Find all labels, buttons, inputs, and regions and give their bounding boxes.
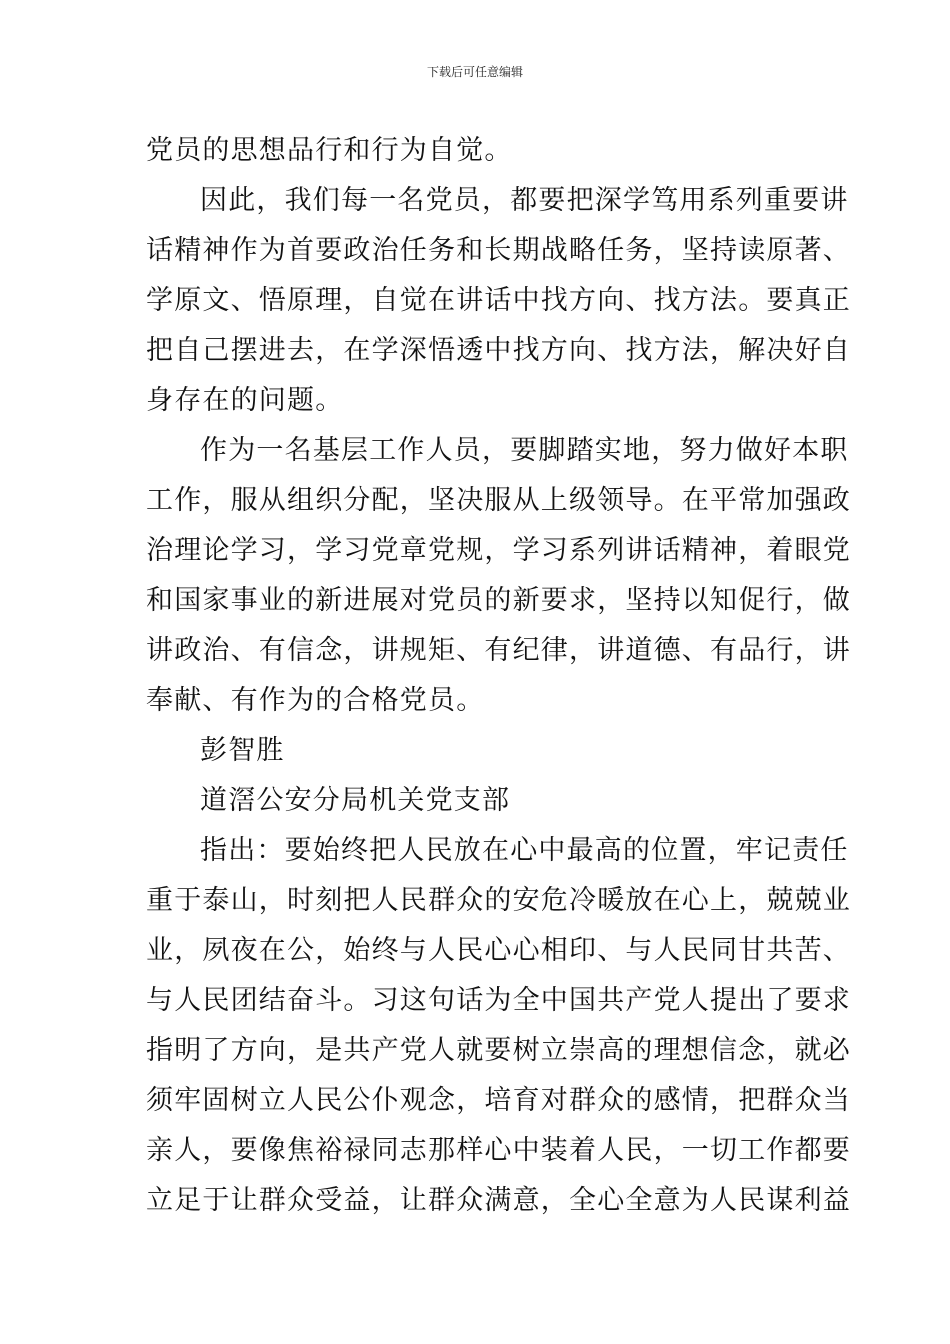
text-line: 重于泰山，时刻把人民群众的安危冷暖放在心上，兢兢业 <box>146 885 851 916</box>
text-line: 因此，我们每一名党员，都要把深学笃用系列重要讲 <box>200 185 849 216</box>
document-body <box>146 126 851 1226</box>
text-line: 道滘公安分局机关党支部 <box>200 785 511 816</box>
organization-name <box>146 776 810 826</box>
text-line: 学原文、悟原理，自觉在讲话中找方向、找方法。要真正 <box>146 285 851 316</box>
page-header: 下载后可任意编辑 <box>426 65 523 79</box>
author-name <box>146 726 810 776</box>
paragraph-2 <box>146 176 851 426</box>
text-line: 把自己摆进去，在学深悟透中找方向、找方法，解决好自 <box>146 335 851 366</box>
text-line: 党员的思想品行和行为自觉。 <box>146 135 513 166</box>
text-line: 讲政治、有信念，讲规矩、有纪律，讲道德、有品行，讲 <box>146 635 851 666</box>
text-line: 身存在的问题。 <box>146 385 344 416</box>
text-line: 彭智胜 <box>200 735 285 766</box>
text-line: 指明了方向，是共产党人就要树立崇高的理想信念，就必 <box>146 1035 851 1066</box>
text-line: 和国家事业的新进展对党员的新要求，坚持以知促行，做 <box>146 585 851 616</box>
text-line: 指出：要始终把人民放在心中最高的位置，牢记责任 <box>200 835 849 866</box>
text-line: 工作，服从组织分配，坚决服从上级领导。在平常加强政 <box>146 485 851 516</box>
text-line: 须牢固树立人民公仆观念，培育对群众的感情，把群众当 <box>146 1085 851 1116</box>
text-line: 业，夙夜在公，始终与人民心心相印、与人民同甘共苦、 <box>146 935 851 966</box>
text-line: 立足于让群众受益，让群众满意，全心全意为人民谋利益 <box>146 1185 851 1216</box>
text-line: 亲人，要像焦裕禄同志那样心中装着人民，一切工作都要 <box>146 1135 851 1166</box>
paragraph-3 <box>146 426 851 726</box>
paragraph-6 <box>146 826 851 1226</box>
text-line: 与人民团结奋斗。习这句话为全中国共产党人提出了要求 <box>146 985 851 1016</box>
paragraph-1 <box>146 126 810 176</box>
text-line: 话精神作为首要政治任务和长期战略任务，坚持读原著、 <box>146 235 851 266</box>
text-line: 作为一名基层工作人员，要脚踏实地，努力做好本职 <box>200 435 849 466</box>
text-line: 治理论学习，学习党章党规，学习系列讲话精神，着眼党 <box>146 535 851 566</box>
text-line: 奉献、有作为的合格党员。 <box>146 685 485 716</box>
